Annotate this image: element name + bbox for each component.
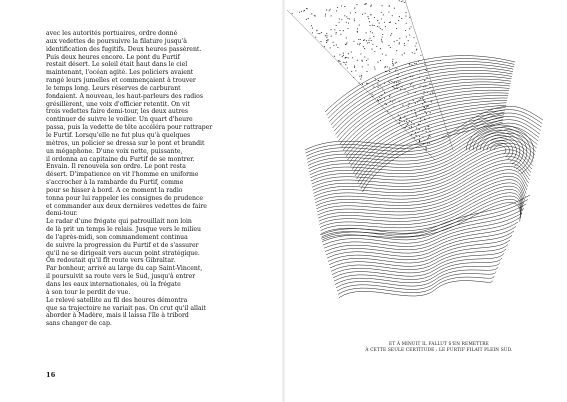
- text-line: trois vedettes faire demi-tour, les deux autres: [46, 108, 189, 116]
- text-line: Le relevé satellite au fil des heures démontra: [46, 296, 188, 304]
- text-line: dans les eaux internationales, où la frégate: [46, 281, 181, 288]
- caption-line: ET À MINUIT IL FALLUT S'EN REMETTRE: [389, 342, 489, 347]
- text-line: s'accrocher à la rambarde du Furtif, comme: [46, 179, 184, 187]
- text-line: continuer de suivre le voilier. Un quart d'heure: [46, 116, 193, 124]
- body-text: [46, 30, 258, 328]
- text-line: Par bonheur, arrivé au large du cap Saint-Vincent,: [46, 265, 203, 273]
- wave-illustration: [285, 0, 567, 310]
- text-line: On redoutait qu'il fît route vers Gibraltar.: [46, 257, 176, 265]
- page-number: 16: [46, 371, 56, 379]
- text-line: que sa trajectoire ne variait pas. On crut qu'il allait: [46, 304, 207, 312]
- text-line: tonna pour lui rappeler les consignes de prudence: [46, 194, 204, 202]
- illustration-caption: [339, 342, 539, 355]
- text-line: rangé leurs jumelles et commençaient à trouver: [46, 77, 196, 85]
- text-line: de l'après-midi, son commandement continua: [46, 233, 188, 241]
- text-line: pour se hisser à bord. A ce moment la radio: [46, 186, 183, 194]
- text-line: Le radar d'une frégate qui patrouillait non loin: [46, 218, 192, 226]
- text-line: restait désert. Le soleil était haut dans le ciel: [46, 61, 188, 69]
- text-line: fondaient. A nouveau, les haut-parleurs des radios: [46, 92, 203, 100]
- text-line: de suivre la progression du Furtif et de s'assurer: [46, 241, 199, 249]
- text-line: qu'il ne se dirigeait vers aucun point stratégique.: [46, 249, 200, 257]
- text-line: aborder à Madère, mais il laissa l'île à tribord: [46, 312, 189, 320]
- caption-line: À CETTE SEULE CERTITUDE : LE FURTIF FILAIT PLEIN SUD.: [365, 348, 513, 354]
- text-line: le Furtif. Lorsqu'elle ne fut plus qu'à quelques: [46, 131, 191, 139]
- text-line: identification des fugitifs. Deux heures passèrent.: [46, 45, 202, 53]
- text-line: sans changer de cap.: [46, 320, 112, 328]
- text-line: de là prit un temps le relais. Jusque vers le milieu: [46, 226, 201, 234]
- text-line: Puis deux heures encore. Le pont du Furtif: [46, 53, 180, 61]
- text-line: il ordonna au capitaine du Furtif de se montrer.: [46, 155, 195, 163]
- text-line: à son tour le perdit de vue.: [46, 288, 131, 296]
- text-line: Envain. Il renouvela son ordre. Le pont resta: [46, 163, 186, 171]
- text-line: avec les autorités portuaires, ordre donné: [46, 30, 178, 37]
- text-line: le temps long. Leurs réserves de carburant: [46, 84, 181, 92]
- text-line: demi-tour.: [46, 210, 78, 218]
- text-line: passa, puis la vedette de tête accéléra pour rattraper: [46, 124, 213, 132]
- text-line: grésillèrent, une voix d'officier retentit. On vit: [46, 100, 190, 108]
- text-line: désert. D'impatience on vit l'homme en uniforme: [46, 171, 199, 179]
- left-page: [0, 0, 283, 402]
- text-line: mètres, un policier se dressa sur le pont et brandit: [46, 139, 205, 147]
- text-line: maintenant, l'océan agité. Les policiers avaient: [46, 69, 194, 77]
- right-page: [285, 0, 567, 402]
- text-line: un mégaphone. D'une voix nette, puissante,: [46, 147, 183, 155]
- text-line: il poursuivit sa route vers le Sud, jusqu'à entrer: [46, 273, 196, 281]
- text-line: et commander aux deux dernières vedettes de faire: [46, 202, 207, 210]
- dotted-ray: [287, 0, 453, 160]
- text-line: aux vedettes de poursuivre la filature jusqu'à: [46, 37, 187, 45]
